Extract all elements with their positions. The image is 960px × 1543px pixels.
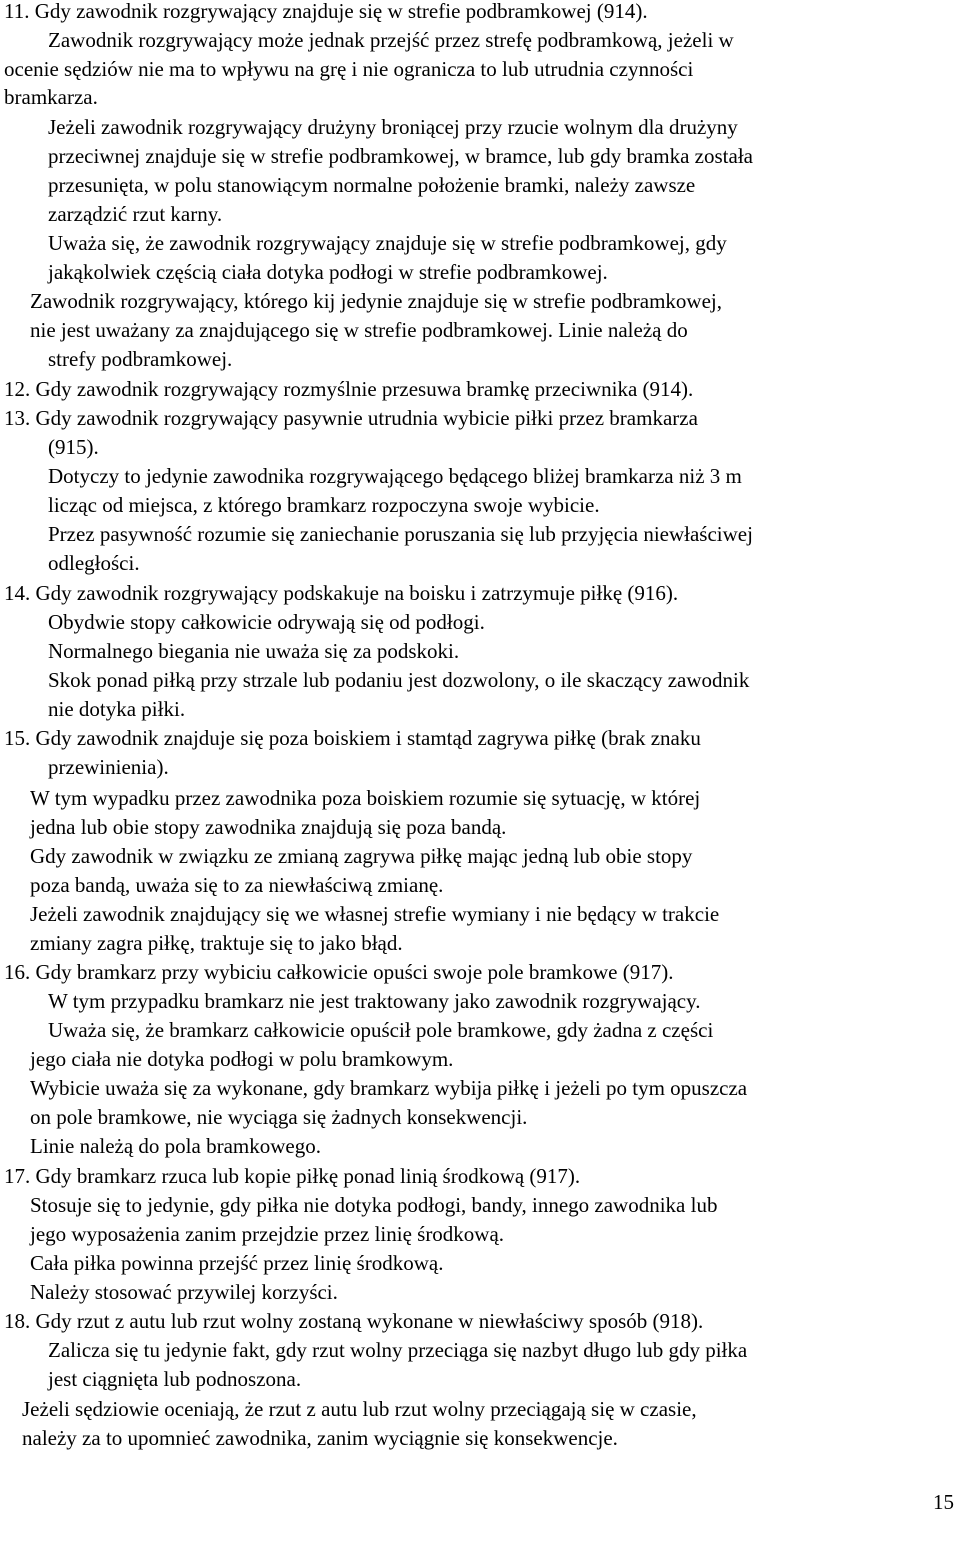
text-line: 13. Gdy zawodnik rozgrywający pasywnie utrudnia wybicie piłki przez bramkarza xyxy=(4,406,698,430)
text-line: Skok ponad piłką przy strzale lub podaniu jest dozwolony, o ile skaczący zawodnik xyxy=(48,668,750,692)
text-line: 14. Gdy zawodnik rozgrywający podskakuje na boisku i zatrzymuje piłkę (916). xyxy=(4,581,679,605)
text-line: Linie należą do pola bramkowego. xyxy=(30,1134,321,1158)
text-line: strefy podbramkowej. xyxy=(48,347,233,371)
text-line: on pole bramkowe, nie wyciąga się żadnych konsekwencji. xyxy=(30,1105,528,1129)
text-line: jedna lub obie stopy zawodnika znajdują się poza bandą. xyxy=(30,815,507,839)
text-line: 11. Gdy zawodnik rozgrywający znajduje się w strefie podbramkowej (914). xyxy=(4,0,648,23)
text-line: należy za to upomnieć zawodnika, zanim wyciągnie się konsekwencje. xyxy=(22,1426,618,1450)
text-line: Uważa się, że zawodnik rozgrywający znajduje się w strefie podbramkowej, gdy xyxy=(48,231,727,255)
text-line: Jeżeli zawodnik znajdujący się we własnej strefie wymiany i nie będący w trakcie xyxy=(30,902,720,926)
text-line: Obydwie stopy całkowicie odrywają się od podłogi. xyxy=(48,610,485,634)
text-line: ocenie sędziów nie ma to wpływu na grę i nie ogranicza to lub utrudnia czynności xyxy=(4,57,694,81)
text-line: (915). xyxy=(48,435,99,459)
text-line: jest ciągnięta lub podnoszona. xyxy=(48,1367,302,1391)
text-line: Jeżeli sędziowie oceniają, że rzut z autu lub rzut wolny przeciągają się w czasie, xyxy=(22,1397,697,1421)
text-line: Uważa się, że bramkarz całkowicie opuścił pole bramkowe, gdy żadna z części xyxy=(48,1018,714,1042)
text-line: Dotyczy to jedynie zawodnika rozgrywającego będącego bliżej bramkarza niż 3 m xyxy=(48,464,742,488)
text-line: Cała piłka powinna przejść przez linię środkową. xyxy=(30,1251,444,1275)
text-line: Stosuje się to jedynie, gdy piłka nie dotyka podłogi, bandy, innego zawodnika lub xyxy=(30,1193,718,1217)
text-line: 18. Gdy rzut z autu lub rzut wolny zostaną wykonane w niewłaściwy sposób (918). xyxy=(4,1309,704,1333)
text-line: Jeżeli zawodnik rozgrywający drużyny broniącej przy rzucie wolnym dla drużyny xyxy=(48,115,738,139)
text-line: Zawodnik rozgrywający, którego kij jedynie znajduje się w strefie podbramkowej, xyxy=(30,289,722,313)
text-line: Normalnego biegania nie uważa się za podskoki. xyxy=(48,639,460,663)
text-line: W tym wypadku przez zawodnika poza boiskiem rozumie się sytuację, w której xyxy=(30,786,701,810)
text-line: nie jest uważany za znajdującego się w strefie podbramkowej. Linie należą do xyxy=(30,318,688,342)
page-number: 15 xyxy=(933,1490,954,1514)
text-line: 15. Gdy zawodnik znajduje się poza boiskiem i stamtąd zagrywa piłkę (brak znaku xyxy=(4,726,701,750)
text-line: licząc od miejsca, z którego bramkarz rozpoczyna swoje wybicie. xyxy=(48,493,600,517)
text-line: W tym przypadku bramkarz nie jest traktowany jako zawodnik rozgrywający. xyxy=(48,989,701,1013)
text-line: jego ciała nie dotyka podłogi w polu bramkowym. xyxy=(30,1047,454,1071)
text-line: Należy stosować przywilej korzyści. xyxy=(30,1280,338,1304)
text-line: bramkarza. xyxy=(4,85,98,109)
text-line: przeciwnej znajduje się w strefie podbramkowej, w bramce, lub gdy bramka została xyxy=(48,144,753,168)
text-line: zarządzić rzut karny. xyxy=(48,202,223,226)
text-line: Wybicie uważa się za wykonane, gdy bramkarz wybija piłkę i jeżeli po tym opuszcza xyxy=(30,1076,748,1100)
text-line: 17. Gdy bramkarz rzuca lub kopie piłkę ponad linią środkową (917). xyxy=(4,1164,581,1188)
text-line: 16. Gdy bramkarz przy wybiciu całkowicie opuści swoje pole bramkowe (917). xyxy=(4,960,674,984)
text-line: Przez pasywność rozumie się zaniechanie poruszania się lub przyjęcia niewłaściwej xyxy=(48,522,753,546)
text-line: Gdy zawodnik w związku ze zmianą zagrywa piłkę mając jedną lub obie stopy xyxy=(30,844,693,868)
text-line: nie dotyka piłki. xyxy=(48,697,186,721)
text-line: Zalicza się tu jedynie fakt, gdy rzut wolny przeciąga się nazbyt długo lub gdy piłka xyxy=(48,1338,748,1362)
text-line: poza bandą, uważa się to za niewłaściwą zmianę. xyxy=(30,873,444,897)
text-line: odległości. xyxy=(48,551,140,575)
text-line: Zawodnik rozgrywający może jednak przejść przez strefę podbramkową, jeżeli w xyxy=(48,28,734,52)
text-line: zmiany zagra piłkę, traktuje się to jako błąd. xyxy=(30,931,403,955)
text-line: przewinienia). xyxy=(48,755,169,779)
text-line: jego wyposażenia zanim przejdzie przez linię środkową. xyxy=(30,1222,505,1246)
text-line: przesunięta, w polu stanowiącym normalne położenie bramki, należy zawsze xyxy=(48,173,696,197)
text-line: 12. Gdy zawodnik rozgrywający rozmyślnie przesuwa bramkę przeciwnika (914). xyxy=(4,377,694,401)
text-line: jakąkolwiek częścią ciała dotyka podłogi w strefie podbramkowej. xyxy=(48,260,608,284)
